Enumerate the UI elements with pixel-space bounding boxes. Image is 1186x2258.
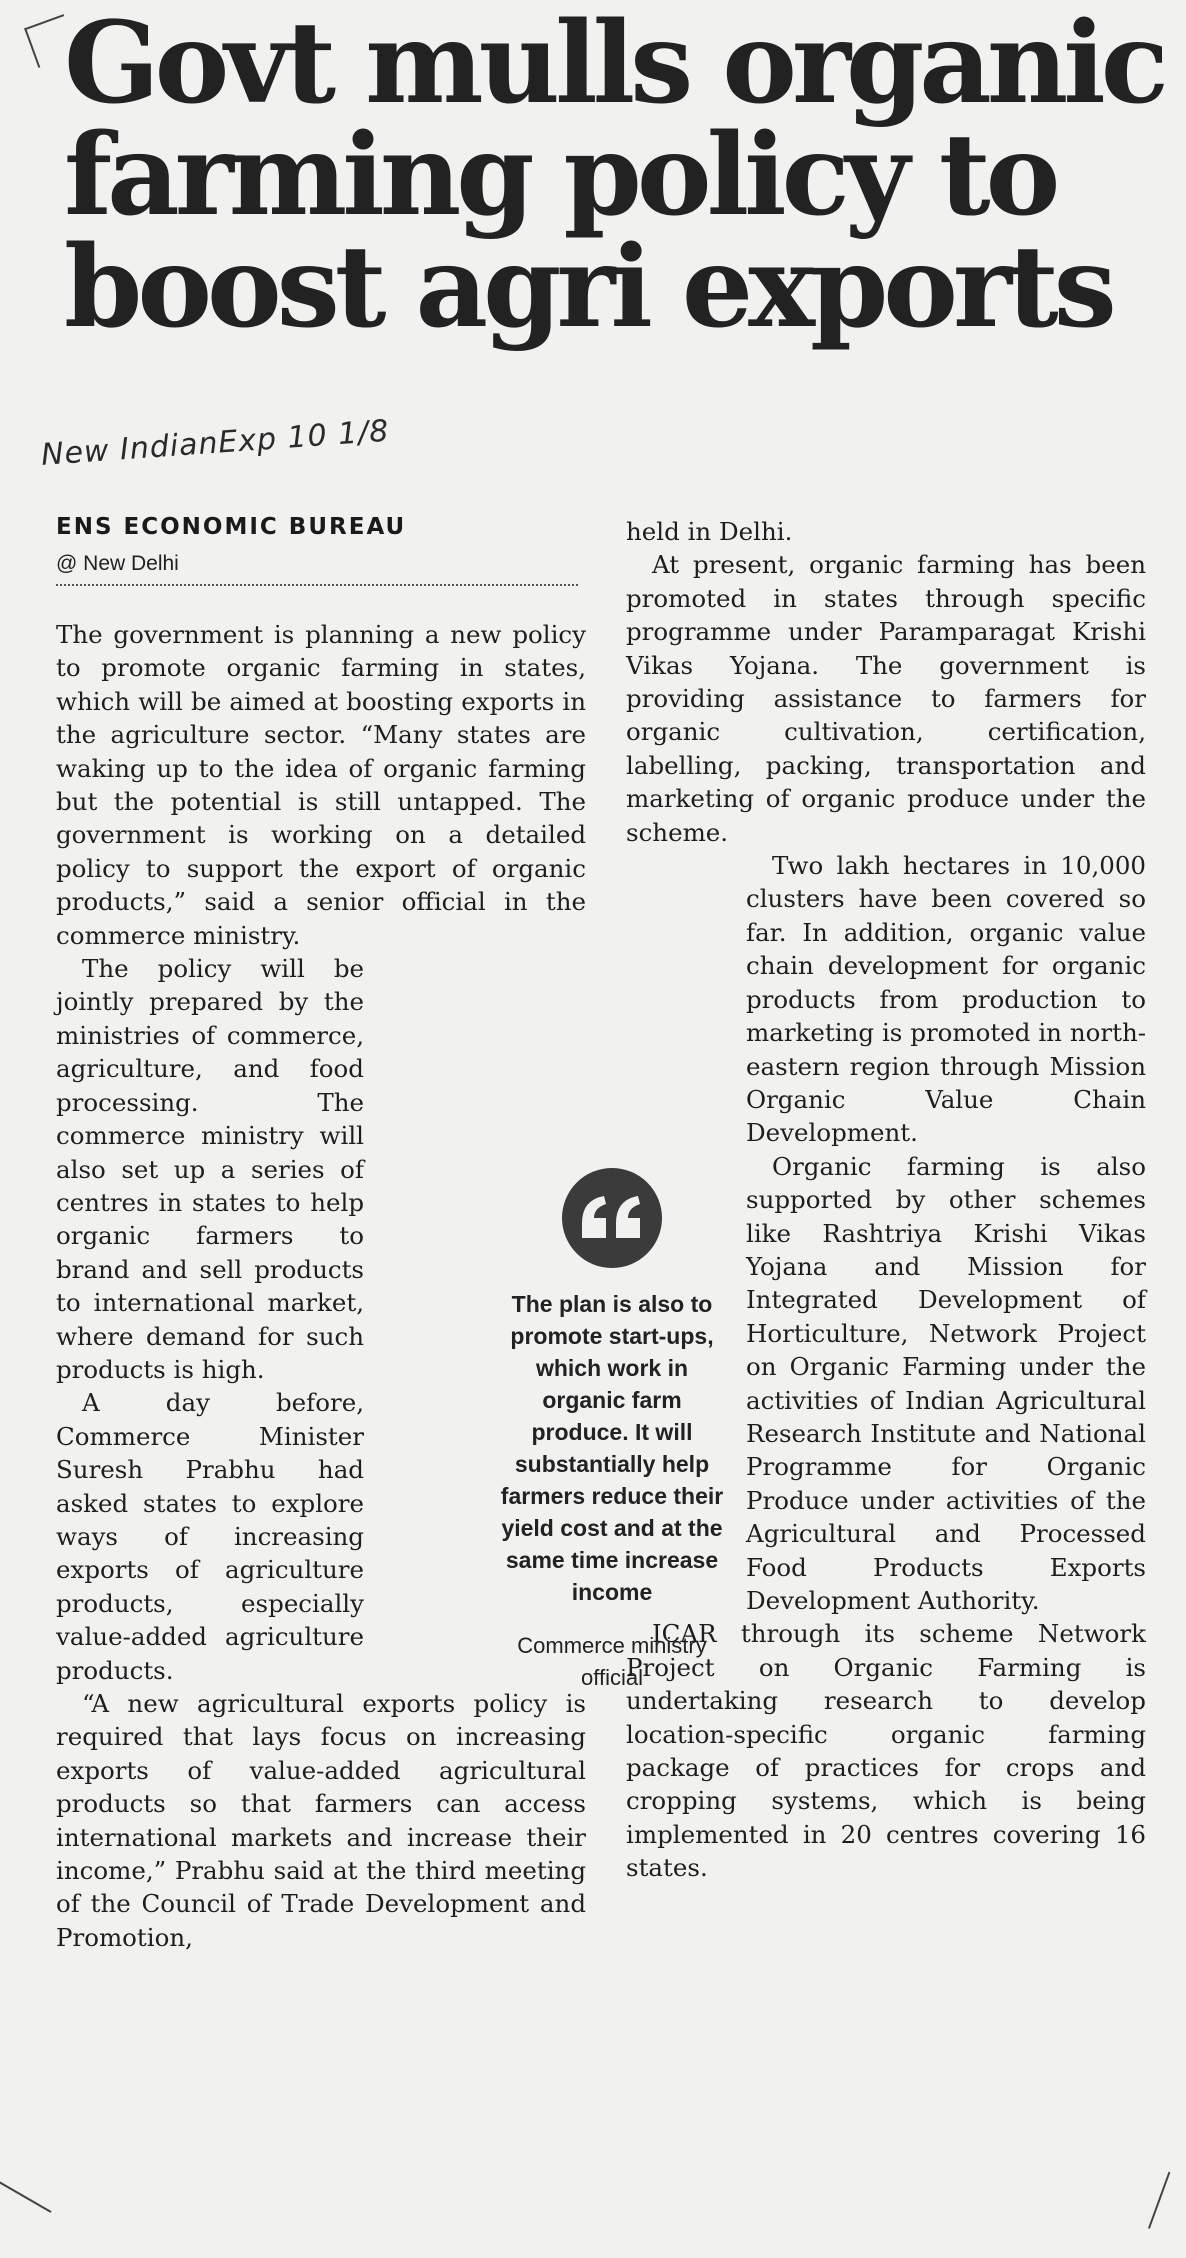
headline-line-2: farming policy to [64,110,1056,241]
pull-quote-text: The plan is also to promote start-ups, which work in organic farm produce. It will substantially help farmers reduce their yield cost and at the same time increase income [500,1291,724,1605]
headline [64,0,1164,353]
clipping-edge-mark [0,2129,81,2213]
paragraph: The government is planning a new policy to promote organic farming in states, which will be aimed at boosting exports in the agriculture sector. “Many states are waking up to the idea of organic farming but the potential is still untapped. The government is working on a detailed policy to support the export of organic products,” said a senior official in the commerce ministry. [56,620,586,950]
byline: ENS ECONOMIC BUREAU [56,514,407,540]
headline-line-3: boost agri exports [64,222,1112,353]
paragraph: held in Delhi. [626,517,793,546]
paragraph: Organic farming is also supported by other schemes like Rashtriya Krishi Vikas Yojana and Mission for Integrated Development of Horticulture, Network Project on Organic Farming under the activities of Indian Agricultural Research Institute and National Programme for Organic Produce under activities of the Agricultural and Processed Food Products Exports Development Authority. [746,1151,1146,1615]
handwritten-date-note: New IndianExp 10 1/8 [40,413,391,473]
pull-quote-source: Commerce ministry official [517,1633,707,1690]
clipping-edge-mark [1092,2151,1171,2229]
paragraph: A day before, Commerce Minister Suresh Prabhu had asked states to explore ways of increasing exports of agriculture products, especially value-added agriculture products. [56,1388,364,1685]
paragraph: ICAR through its scheme Network Project on Organic Farming is undertaking research to develop location-specific organic farming package of practices for crops and cropping systems, which is being implemented in 20 centres covering 16 states. [626,1619,1146,1883]
headline-line-1: Govt mulls organic [64,0,1164,129]
paragraph: “A new agricultural exports policy is required that lays focus on increasing exports of value-added agricultural products so that farmers can access international markets and increase their income,” Prabhu said at the third meeting of the Council of Trade Development and Promotion, [56,1689,586,1952]
article-column-right [626,515,1146,1885]
paragraph: The policy will be jointly prepared by the ministries of commerce, agriculture, and food processing. The commerce ministry will also set up a series of centres in states to help organic farmers to brand and sell products to international market, where demand for such products is high. [56,954,364,1384]
dateline: @ New Delhi [56,552,578,586]
paragraph: Two lakh hectares in 10,000 clusters have been covered so far. In addition, organic value chain development for organic products from production to marketing is promoted in north-eastern region through Mission Organic Value Chain Development. [746,851,1146,1148]
paragraph: At present, organic farming has been promoted in states through specific programme under Paramparagat Krishi Vikas Yojana. The government is providing assistance to farmers for organic cultivation, certification, labelling, packing, transportation and marketing of organic produce under the scheme. [626,550,1146,847]
